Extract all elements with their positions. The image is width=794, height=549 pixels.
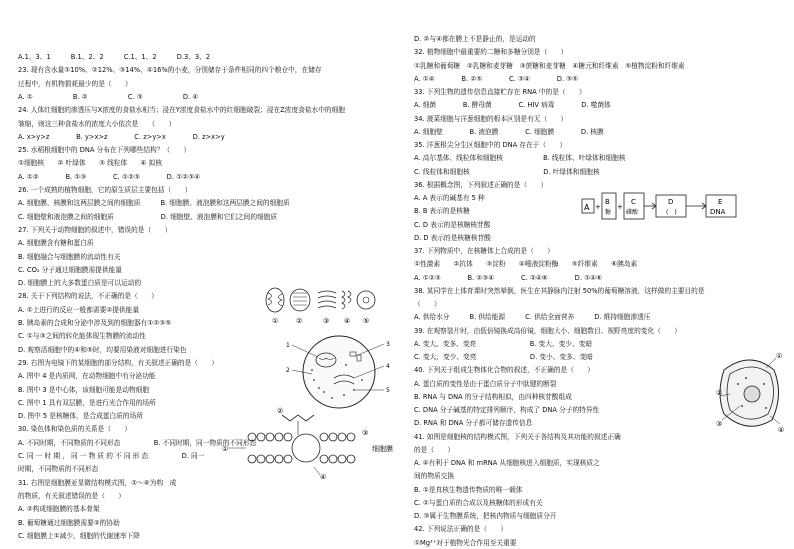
membrane-label: ④ [320, 473, 327, 480]
text-line: D. 观察活细胞中的④和⑤时，均要用染液对细胞进行染色 [18, 345, 187, 354]
membrane-caption: 细胞膜 [372, 445, 393, 453]
organelle-figure [262, 283, 377, 331]
text-line: C. DNA 分子碱基的特定排列顺序，构成了 DNA 分子的特异性 [414, 406, 600, 414]
concept-plus: + [617, 203, 623, 211]
right-column [414, 0, 786, 549]
text-line: 26. 一个成熟的植物细胞，它的原生质层主要包括（ ） [18, 186, 192, 194]
text-line: A.1、3、1 B.1、2、2 C.1、1、2 D.3、3、2 [18, 53, 211, 61]
text-line: D. 图中 5 是核糖体，是合成蛋白质的场所 [18, 412, 143, 421]
organelle-label: ① [272, 317, 279, 325]
text-line: A. x>y>z B. y>x>z C. z>y>x D. z>x>y [18, 132, 225, 141]
text-line: A. A 表示的碱基有 5 种 [414, 194, 485, 202]
membrane-label: ③ [362, 429, 369, 437]
text-line: D. ③属于生物膜系统，把核内物质与细胞质分开 [414, 512, 557, 520]
text-line: D. 细胞膜上的大多数蛋白质是可以运动的 [18, 279, 142, 288]
text-line: 42. 下列说法正确的是（ ） [414, 525, 508, 534]
text-line: C. 细胞膜上①减少，细胞的代谢速率下降 [18, 531, 140, 540]
cell-label: 1 [286, 342, 290, 349]
text-line: 34. 菠菜细胞与洋葱细胞的根本区别是有无（ ） [414, 114, 568, 123]
text-line: 35. 洋葱根尖分生区细胞中的 DNA 存在于（ ） [414, 141, 567, 149]
text-line: 25. 水稻根细胞中的 DNA 分布在下列哪些结构？（ ） [18, 146, 191, 155]
text-line: B. B 表示的是核糖 [414, 207, 470, 216]
text-line: A. ①④ B. ②⑤ C. ③④ D. ③⑤ [414, 74, 579, 83]
text-line: （ ） [414, 300, 441, 308]
text-line: A. 不同时期，不同物质的不同形态 B. 不同时期，同一物质的不同形态 [18, 438, 257, 447]
text-line: 41. 如图是细胞核的结构模式图，下列关于各结构及其功能的叙述正确 [414, 432, 621, 441]
text-line: 间的物质交换 [414, 472, 455, 481]
text-line: D. ②与④都在膜上不是静止的，是运动的 [414, 35, 536, 43]
text-line: C. ②与蛋白质的合成以及核糖体的形成有关 [414, 498, 543, 507]
text-line: ①细胞核 ② 叶绿体 ③ 线粒体 ④ 拟核 [18, 159, 163, 168]
text-line: ①性激素 ②抗体 ③淀粉 ④唾液淀粉酶 ⑤纤维素 ⑥胰岛素 [414, 260, 638, 269]
text-line: 37. 下列物质中，在核糖体上合成的是（ ） [414, 247, 554, 255]
text-line: 28. 关于下列结构的说法，不正确的是（ ） [18, 292, 158, 301]
text-line: 的物质，有关叙述错误的是（ ） [18, 491, 125, 500]
text-line: B. ①是真核生物遗传物质的唯一载体 [414, 485, 523, 494]
text-line: 30. 染色体和染色质的关系是（ ） [18, 425, 132, 434]
text-line: 39. 在观察装片时，由低倍镜换成高倍镜，细胞大小、细胞数目、视野亮度的变化（ ） [414, 326, 681, 335]
membrane-label: ① [222, 445, 229, 453]
text-line: 32. 植物细胞中最重要的二糖和多糖分别是（ ） [414, 48, 568, 57]
nucleus-label: ③ [716, 420, 723, 428]
text-line: 40. 下列关于组成生物体化合物的叙述，不正确的是（ ） [414, 366, 594, 375]
concept-map-figure [580, 189, 750, 223]
concept-sub-label: DNA [710, 208, 726, 216]
text-line: D. D 表示的是核糖核苷酸 [414, 233, 491, 242]
text-line: 的是（ ） [414, 445, 455, 454]
text-line: 23. 现有含水量①10%、②12%、③14%、④16%的小麦，分别储存于条件相同的四个粮仓中，在储存 [18, 66, 322, 75]
concept-box-label: E [718, 198, 723, 206]
text-line: C. 细胞壁和液泡膜之间的细胞质 D. 细胞壁、液泡膜和它们之间的细胞质 [18, 212, 278, 221]
concept-box-label: A [584, 203, 590, 212]
text-line: A. 供给水分 B. 供给能源 C. 供给全面营养 D. 维持细胞渗透压 [414, 313, 651, 322]
text-line: 24. 人体红细胞的渗透压与X浓度的食盐水相当；浸在Y浓度食盐水中的红细胞破裂；浸在Z浓度食盐水中的细胞 [18, 106, 345, 115]
text-line: A. 蛋白质的变性是由于蛋白质分子中肽键的断裂 [414, 379, 557, 388]
text-line: A. ① B. ② C. ③ D. ④ [18, 92, 199, 101]
text-line: B. RNA 与 DNA 的分子结构相似，由四种核苷酸组成 [414, 392, 572, 401]
text-line: A. ①②③ B. ②③④ C. ②④⑥ D. ①④⑥ [414, 273, 603, 282]
organelle-label: ③ [323, 317, 330, 325]
text-line: A. 变大、变多、变亮 B. 变大、变少、变暗 [414, 339, 593, 348]
text-line: B. 细胞融合与细胞膜的流动性有关 [18, 252, 121, 261]
text-line: A. ①② B. ①③ C. ①②③ D. ①②③④ [18, 172, 201, 181]
text-line: ①Mg²⁺对于植物光合作用至关重要 [414, 538, 517, 547]
text-line: D. RNA 和 DNA 分子都可储存遗传信息 [414, 419, 533, 428]
concept-sub-label: 糖 [605, 209, 612, 216]
concept-box-label: C [631, 198, 636, 206]
text-line: C. 线粒体和细胞核 D. 叶绿体和细胞核 [414, 167, 600, 176]
nucleus-label: ② [716, 389, 723, 397]
text-line: C. 图中 1 具有双层膜，是进行光合作用的场所 [18, 398, 156, 407]
text-line: B. 胰岛素的合成和分泌中涉及到的细胞器有①②③⑤ [18, 319, 172, 327]
text-line: C. ①与③之间的转化能体现生物膜的流动性 [18, 332, 146, 341]
text-line: 36. 根据概念图，下列叙述正确的是（ ） [414, 180, 548, 189]
concept-plus: + [595, 203, 601, 211]
text-line: B. 图中 3 是中心体，该细胞可能是动物细胞 [18, 385, 150, 394]
organelle-label: ④ [344, 317, 351, 325]
text-line: A. ②构成细胞膜的基本骨架 [18, 505, 100, 514]
cell-label: 4 [386, 363, 390, 370]
cell-label: 5 [386, 387, 390, 394]
organelle-label: ⑤ [363, 317, 370, 325]
membrane-figure [222, 405, 422, 480]
text-line: A. ④有利于 DNA 和 mRNA 从细胞核进入细胞质，实现核质之 [414, 459, 600, 467]
text-line: 29. 右图为电镜下的某细胞的部分结构，有关叙述正确的是（ ） [18, 358, 219, 367]
text-line: 33. 下列生物的遗传信息直接贮存在 RNA 中的是（ ） [414, 88, 586, 96]
nucleus-label: ① [776, 352, 783, 360]
organelle-label: ② [296, 317, 303, 325]
concept-sub-label: 磷酸 [626, 209, 639, 216]
text-line: B. 葡萄糖通过细胞膜需要②的协助 [18, 518, 120, 527]
text-line: A. 图中 4 是内质网，在动物细胞中有分泌功能 [18, 372, 156, 381]
cell-structure-figure [284, 330, 394, 415]
concept-box-label: D [668, 198, 674, 206]
text-line: 31. 右图是细胞膜亚显微结构模式图，①～④为构 成 [18, 478, 177, 487]
text-line: A. ①上进行的反应一般都需要②提供能量 [18, 305, 140, 314]
text-line: 皱缩，则这三种食盐水的浓度大小依次是 （ ） [18, 119, 176, 128]
text-line: 过程中，有机物损耗最少的是（ ） [18, 79, 132, 88]
text-line: C. 变大、变少、变亮 D. 变小、变多、变暗 [414, 353, 593, 361]
text-line: C. D 表示的是核糖核苷酸 [414, 220, 491, 229]
text-line: ①乳糖和葡萄糖 ②乳糖和麦芽糖 ③蔗糖和麦芽糖 ④糖元和纤维素 ⑤植物淀粉和纤维素 [414, 61, 685, 70]
text-line: A. 细胞壁 B. 液泡膜 C. 细胞膜 D. 核膜 [414, 127, 604, 136]
text-line: 38. 某同学在上体育课时突然晕倒，医生在其静脉内注射 50%的葡萄糖溶液，这样做的主要目的是 [414, 286, 705, 295]
text-line: C. CO₂ 分子通过细胞膜需提供能量 [18, 265, 122, 274]
concept-box-label: B [605, 198, 610, 206]
cell-label: 2 [286, 367, 290, 374]
text-line: C. 同 一 时 期 ， 同 一 物 质 的 不 同 形 态 D. 同一 [18, 452, 205, 460]
text-line: A. 细菌 B. 酵母菌 C. HIV 病毒 D. 噬菌体 [414, 101, 611, 110]
text-line: 时期，不同物质的不同形态 [18, 465, 99, 474]
cell-label: 3 [386, 341, 390, 348]
nucleus-figure [716, 350, 791, 435]
text-line: 27. 下列关于动物细胞的叙述中，错误的是（ ） [18, 225, 172, 234]
text-line: A. 细胞膜含有糖和蛋白质 [18, 239, 94, 248]
nucleus-label: ④ [778, 426, 785, 434]
membrane-label: ② [277, 407, 284, 415]
text-line: A. 细胞膜、核膜和这两层膜之间的细胞质 B. 细胞膜、液泡膜和这两层膜之间的细胞质 [18, 199, 290, 208]
concept-paren: ( ) [666, 209, 677, 216]
text-line: A. 高尔基体、线粒体和细胞核 B. 线粒体、叶绿体和细胞核 [414, 154, 626, 163]
